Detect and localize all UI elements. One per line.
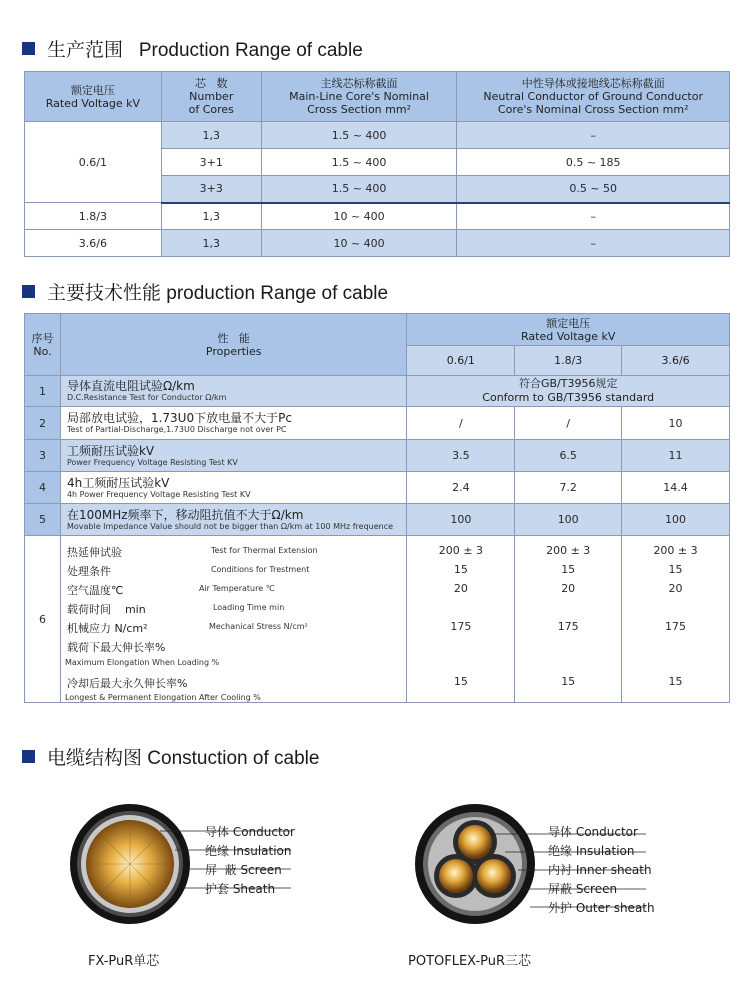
cell-neutral: 0.5 ~ 50	[457, 176, 730, 203]
header-cores: 芯 数 Number of Cores	[161, 72, 261, 122]
label-insulation: 绝缘 Insulation	[205, 844, 292, 858]
cell-voltage: 3.6/6	[25, 230, 162, 257]
cell-cores: 3+3	[161, 176, 261, 203]
cell-main: 10 ~ 400	[261, 203, 457, 230]
table-row	[25, 536, 730, 703]
table-header-row	[25, 72, 730, 122]
table-row	[25, 472, 730, 504]
cell-main: 10 ~ 400	[261, 230, 457, 257]
cell-neutral: –	[457, 230, 730, 257]
cell-neutral: –	[457, 122, 730, 149]
value-cell: 100	[407, 504, 515, 536]
section3-title-text: 电缆结构图 Constuction of cable	[47, 748, 320, 769]
header-rated-voltage: 额定电压 Rated Voltage kV	[407, 314, 730, 346]
property-cell: 在100MHz频率下，移动阻抗值不大于Ω/km Movable Impedance Value should not be bigger than Ω/km at 100 MHz frequence	[60, 504, 406, 536]
row-number: 3	[25, 440, 61, 472]
section2-title	[22, 278, 388, 305]
label-outer-sheath: 外护 Outer sheath	[548, 901, 655, 915]
merged-value-cell: 符合GB/T3956规定 Conform to GB/T3956 standard	[407, 376, 730, 407]
cell-cores: 1,3	[161, 230, 261, 257]
section2-title-text: 主要技术性能 production Range of cable	[47, 283, 389, 304]
cell-voltage: 1.8/3	[25, 203, 162, 230]
value-cell: 200 ± 3 15 20 175 15	[515, 536, 622, 703]
value-cell: 7.2	[515, 472, 622, 504]
cell-main: 1.5 ~ 400	[261, 122, 457, 149]
label-screen: 屏蔽 Screen	[548, 882, 618, 896]
property-cell: 4h工频耐压试验kV 4h Power Frequency Voltage Resisting Test KV	[60, 472, 406, 504]
label-conductor: 导体 Conductor	[548, 825, 638, 839]
label-insulation: 绝缘 Insulation	[548, 844, 635, 858]
technical-performance-table	[24, 313, 730, 703]
conductor-core	[458, 825, 492, 859]
value-cell: 11	[622, 440, 730, 472]
bullet-square-icon	[22, 285, 35, 298]
header-voltage: 额定电压 Rated Voltage kV	[25, 72, 162, 122]
table-row	[25, 407, 730, 440]
production-range-table	[24, 71, 730, 257]
caption-three-core: POTOFLEX-PuR三芯	[408, 954, 532, 969]
row-number: 4	[25, 472, 61, 504]
table-row	[25, 376, 730, 407]
label-screen: 屏 蔽 Screen	[205, 863, 282, 877]
section1-title	[22, 35, 363, 62]
value-cell: 14.4	[622, 472, 730, 504]
label-conductor: 导体 Conductor	[205, 825, 295, 839]
value-cell: 200 ± 3 15 20 175 15	[622, 536, 730, 703]
property-cell: 工频耐压试验kV Power Frequency Voltage Resisting Test KV	[60, 440, 406, 472]
caption-single-core: FX-PuR单芯	[88, 954, 160, 969]
cell-voltage: 0.6/1	[25, 122, 162, 203]
label-sheath: 护套 Sheath	[205, 882, 276, 896]
property-cell	[60, 536, 406, 703]
label-inner-sheath: 内衬 Inner sheath	[548, 863, 652, 877]
cell-cores: 3+1	[161, 149, 261, 176]
row-number: 5	[25, 504, 61, 536]
row-number: 6	[25, 536, 61, 703]
table-header-row	[25, 314, 730, 346]
value-cell: /	[407, 407, 515, 440]
cell-neutral: 0.5 ~ 185	[457, 149, 730, 176]
cell-neutral: –	[457, 203, 730, 230]
header-properties: 性 能 Properties	[60, 314, 406, 376]
value-cell: 200 ± 3 15 20 175 15	[407, 536, 515, 703]
table-row	[25, 440, 730, 472]
row6-properties: 热延伸试验 Test for Thermal Extension 处理条件 Conditions for Trestment 空气温度℃ Air Temperature ℃ 载荷时间 min Loading Time min 机械应力 N/cm² Mechanical Stress N/cm² 载荷下最大伸长率% Maximum Elongation When Loading % 冷却后最大永久伸长率% Longest & Permanent Elongation After Cooling %	[64, 546, 318, 702]
header-main-section: 主线芯标称截面 Main-Line Core's Nominal Cross Section mm²	[261, 72, 457, 122]
value-cell: 2.4	[407, 472, 515, 504]
section3-title	[22, 743, 319, 770]
value-cell: /	[515, 407, 622, 440]
row-number: 1	[25, 376, 61, 407]
header-no: 序号 No.	[25, 314, 61, 376]
table-row	[25, 122, 730, 149]
value-cell: 10	[622, 407, 730, 440]
cell-main: 1.5 ~ 400	[261, 176, 457, 203]
table-row	[25, 230, 730, 257]
bullet-square-icon	[22, 42, 35, 55]
header-v1: 0.6/1	[407, 346, 515, 376]
header-neutral-section: 中性导体或接地线芯标称截面 Neutral Conductor of Ground Conductor Core's Nominal Cross Section mm²	[457, 72, 730, 122]
value-cell: 3.5	[407, 440, 515, 472]
row-number: 2	[25, 407, 61, 440]
section1-title-text: 生产范围 Production Range of cable	[47, 40, 363, 61]
property-cell: 局部放电试验，1.73U0下放电量不大于Pc Test of Partial-Discharge,1.73U0 Discharge not over PC	[60, 407, 406, 440]
cell-cores: 1,3	[161, 122, 261, 149]
table-row	[25, 504, 730, 536]
value-cell: 100	[515, 504, 622, 536]
cell-main: 1.5 ~ 400	[261, 149, 457, 176]
header-v2: 1.8/3	[515, 346, 622, 376]
conductor-core	[439, 859, 473, 893]
conductor-core	[477, 859, 511, 893]
property-cell: 导体直流电阻试验Ω/km D.C.Resistance Test for Conductor Ω/km	[60, 376, 406, 407]
header-v3: 3.6/6	[622, 346, 730, 376]
value-cell: 6.5	[515, 440, 622, 472]
table-row	[25, 203, 730, 230]
value-cell: 100	[622, 504, 730, 536]
cell-cores: 1,3	[161, 203, 261, 230]
bullet-square-icon	[22, 750, 35, 763]
